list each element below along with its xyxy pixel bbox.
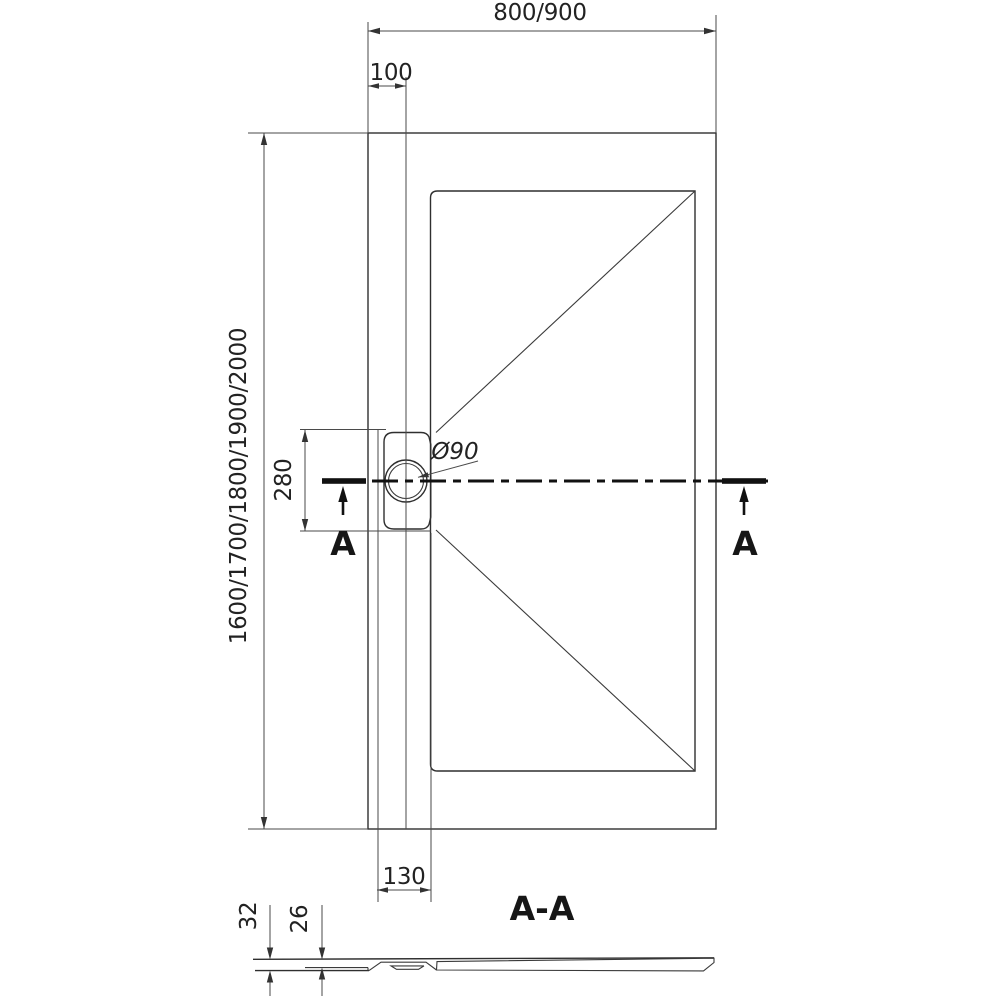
section-bar-left — [322, 478, 366, 484]
section-label-right: A — [732, 524, 758, 563]
arrow-drainzone-top — [302, 430, 308, 442]
section-drain-flange — [391, 966, 424, 969]
arrow-topwidth-right — [704, 28, 716, 34]
dim-drainzone-label: 280 — [271, 458, 297, 502]
arrow-32-top — [267, 948, 273, 960]
drawing-labels — [226, 0, 758, 933]
dim-length-label: 1600/1700/1800/1900/2000 — [226, 327, 252, 645]
slope-diagonal-top — [436, 191, 695, 433]
arrow-diameter-leader — [418, 472, 429, 477]
arrow-length-top — [261, 133, 267, 145]
section-bar-right — [722, 478, 766, 484]
construction-lines — [248, 15, 716, 902]
section-arrow-left-icon — [338, 486, 347, 502]
section-slope-hatch — [437, 958, 715, 971]
arrow-length-bottom — [261, 817, 267, 829]
dim-drain-diameter-label: Ø90 — [431, 439, 479, 465]
slope-diagonal-bottom — [436, 530, 695, 771]
arrow-drainzone-bottom — [302, 519, 308, 531]
dim-130-label: 130 — [382, 864, 426, 890]
section-label-left: A — [330, 524, 356, 563]
arrow-topwidth-left — [368, 28, 380, 34]
dim-32-label: 32 — [236, 901, 262, 931]
arrow-32-bottom — [267, 971, 273, 983]
arrow-26-bottom — [319, 968, 325, 980]
section-arrow-right-icon — [739, 486, 748, 502]
dim-drain-offset-label: 100 — [369, 60, 413, 86]
dimension-arrows — [261, 28, 716, 893]
dim-26-label: 26 — [287, 904, 313, 934]
section-view — [253, 905, 714, 996]
section-view-title: A-A — [509, 889, 575, 928]
arrow-26-top — [319, 948, 325, 960]
dim-top-width-label: 800/900 — [493, 0, 587, 26]
